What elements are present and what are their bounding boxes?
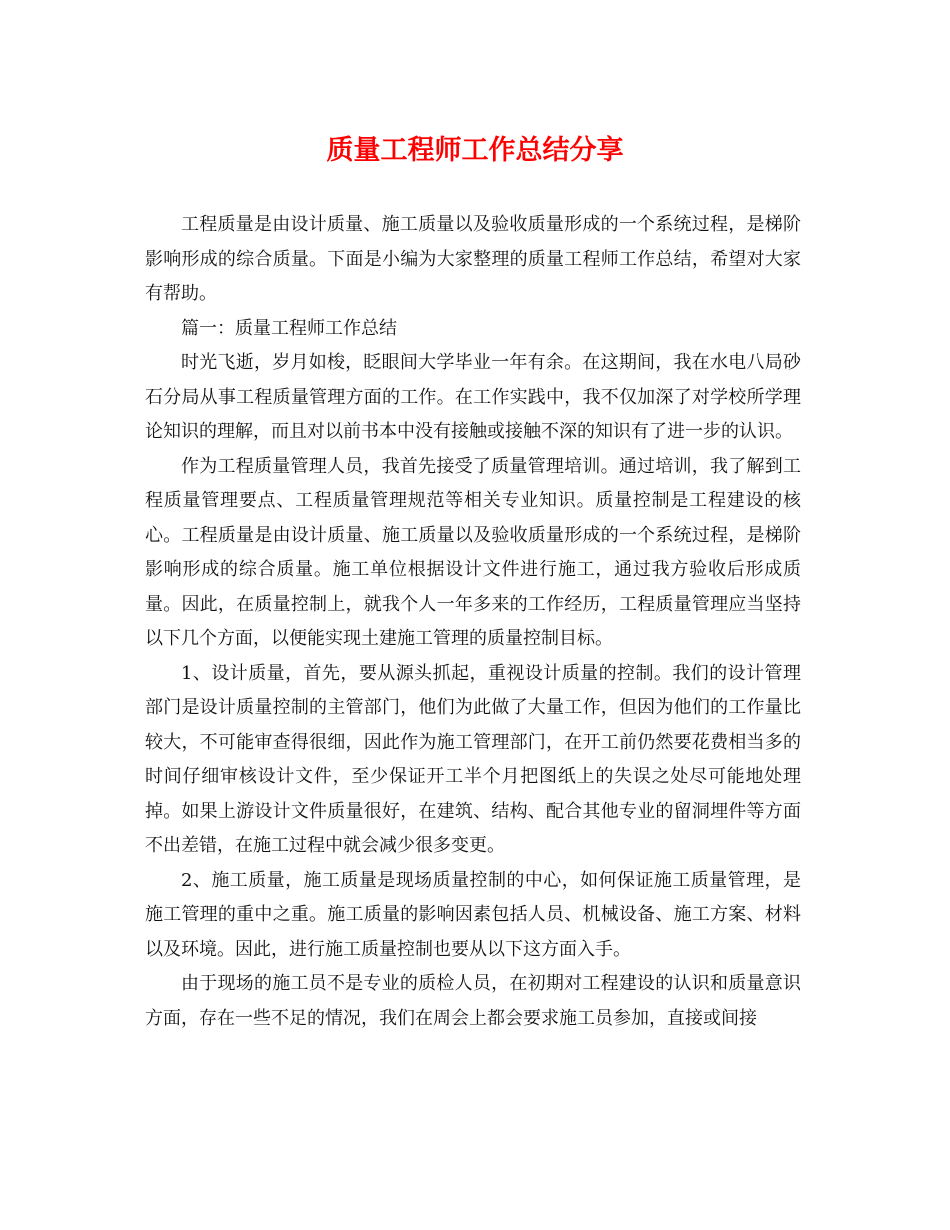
paragraph: 时光飞逝，岁月如梭，眨眼间大学毕业一年有余。在这期间，我在水电八局砂石分局从事工程质量管理方面的工作。在工作实践中，我不仅加深了对学校所学理论知识的理解，而且对以前书本中没有接触或接触不深的知识有了进一步的认识。 <box>145 352 801 442</box>
paragraph-intro: 工程质量是由设计质量、施工质量以及验收质量形成的一个系统过程，是梯阶影响形成的综合质量。下面是小编为大家整理的质量工程师工作总结，希望对大家有帮助。 <box>145 214 801 304</box>
paragraph: 由于现场的施工员不是专业的质检人员，在初期对工程建设的认识和质量意识方面，存在一些不足的情况，我们在周会上都会要求施工员参加，直接或间接 <box>145 973 801 1029</box>
paragraph: 2、施工质量，施工质量是现场质量控制的中心，如何保证施工质量管理，是施工管理的重中之重。施工质量的影响因素包括人员、机械设备、施工方案、材料以及环境。因此，进行施工质量控制也要从以下这方面入手。 <box>145 869 801 960</box>
document-body <box>145 208 801 1036</box>
paragraph: 1、设计质量，首先，要从源头抓起，重视设计质量的控制。我们的设计管理部门是设计质量控制的主管部门，他们为此做了大量工作，但因为他们的工作量比较大，不可能审查得很细，因此作为施工管理部门，在开工前仍然要花费相当多的时间仔细审核设计文件，至少保证开工半个月把图纸上的失误之处尽可能地处理掉。如果上游设计文件质量很好，在建筑、结构、配合其他专业的留洞埋件等方面不出差错，在施工过程中就会减少很多变更。 <box>145 662 801 856</box>
paragraph: 作为工程质量管理人员，我首先接受了质量管理培训。通过培训，我了解到工程质量管理要点、工程质量管理规范等相关专业知识。质量控制是工程建设的核心。工程质量是由设计质量、施工质量以及验收质量形成的一个系统过程，是梯阶影响形成的综合质量。施工单位根据设计文件进行施工，通过我方验收后形成质量。因此，在质量控制上，就我个人一年多来的工作经历，工程质量管理应当坚持以下几个方面，以便能实现土建施工管理的质量控制目标。 <box>145 455 801 649</box>
document-title: 质量工程师工作总结分享 <box>326 135 624 166</box>
section-heading: 篇一：质量工程师工作总结 <box>181 317 397 339</box>
